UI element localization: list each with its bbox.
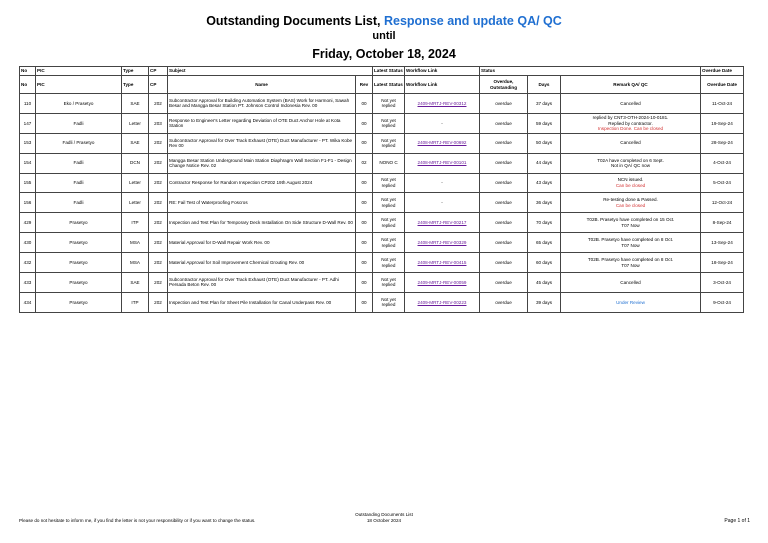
remark-line: Cancelled [620, 279, 641, 285]
cell-rev: 00 [356, 213, 373, 233]
header-cell: Latest Status [373, 67, 405, 76]
title-highlight: Response and update QA/ QC [383, 14, 562, 28]
remark-line: T07 Now [621, 242, 640, 248]
cell-days: 45 days [528, 273, 561, 293]
header-cell: Workflow Link [405, 76, 480, 94]
cell-type: DCN [122, 153, 149, 173]
cell-type: Letter [122, 193, 149, 213]
cell-status: Not yet replied [373, 193, 405, 213]
cell-overdue-date: 28-Sep-24 [701, 133, 744, 153]
cell-workflow-link [405, 193, 480, 213]
cell-pic: Fadli [36, 153, 122, 173]
workflow-link[interactable]: 2408-MRTJ-REV-00329 [417, 239, 467, 245]
cell-days: 65 days [528, 233, 561, 253]
cell-type: Letter [122, 173, 149, 193]
cell-status: NONO C [373, 153, 405, 173]
cell-no: 429 [20, 213, 36, 233]
cell-workflow-link [405, 133, 480, 153]
cell-rev: 00 [356, 113, 373, 133]
cell-overdue: overdue [480, 153, 528, 173]
footer-note: Please do not hesitate to inform me, if you find the letter is not your responsibility or if you want to change the status. [19, 518, 256, 523]
cell-overdue: overdue [480, 253, 528, 273]
workflow-link[interactable]: 2408-MRTJ-REV-00692 [417, 140, 467, 146]
cell-no: 153 [20, 133, 36, 153]
cell-workflow-link [405, 113, 480, 133]
cell-overdue-date: 9-Oct-24 [701, 292, 744, 312]
cell-overdue-date: 3-Oct-24 [701, 273, 744, 293]
header-cell: Type [122, 67, 149, 76]
workflow-link: - [441, 200, 443, 206]
header-cell: Remark QA/ QC [561, 76, 701, 94]
cell-overdue-date: 11-Oct-24 [701, 94, 744, 114]
cell-workflow-link [405, 292, 480, 312]
table-row [20, 233, 744, 253]
table-row [20, 113, 744, 133]
cell-no: 154 [20, 153, 36, 173]
cell-type: SAE [122, 273, 149, 293]
cell-no: 430 [20, 233, 36, 253]
cell-days: 43 days [528, 173, 561, 193]
cell-remark [561, 273, 701, 293]
cell-days: 59 days [528, 113, 561, 133]
cell-overdue-date: 4-Oct-24 [701, 153, 744, 173]
remark-line: Not in QA/ QC now [610, 163, 651, 169]
header-cell: CP [149, 76, 168, 94]
cell-rev: 02 [356, 153, 373, 173]
cell-cp: 202 [149, 193, 168, 213]
header-cell: PIC [36, 76, 122, 94]
header-cell: Type [122, 76, 149, 94]
cell-name: RE: Fail Test of Waterproofing Foscros [168, 193, 356, 213]
cell-pic: Fadli [36, 173, 122, 193]
header-cell: Overdue Date [701, 67, 744, 76]
cell-overdue: overdue [480, 292, 528, 312]
cell-workflow-link [405, 253, 480, 273]
cell-pic: Prasetyo [36, 273, 122, 293]
table-row [20, 94, 744, 114]
workflow-link[interactable]: 2408-MRTJ-REV-00217 [417, 219, 467, 225]
cell-cp: 202 [149, 292, 168, 312]
remark-line: NCN issued. [617, 177, 644, 183]
cell-remark [561, 173, 701, 193]
remark-closed-note: Can be closed [615, 202, 646, 208]
cell-overdue: overdue [480, 173, 528, 193]
header-cell: Subject [168, 67, 373, 76]
header-cell: CP [149, 67, 168, 76]
cell-name: Contractor Response for Random Inspection CP202 19th August 2024 [168, 173, 356, 193]
cell-rev: 00 [356, 233, 373, 253]
cell-rev: 00 [356, 253, 373, 273]
header-cell: PIC [36, 67, 122, 76]
cell-name: Inspection and Test Plan for Sheet Pile Installation for Canal Underpass Rev. 00 [168, 292, 356, 312]
cell-status: Not yet replied [373, 233, 405, 253]
cell-name: Mangga Besar Station Underground Main Station Diaphragm Wall Section F1-F1 - Design Change Notice Rev. 02 [168, 153, 356, 173]
cell-no: 432 [20, 253, 36, 273]
remark-closed-note: Inspection Done. Can be closed [597, 126, 664, 132]
cell-type: ITP [122, 213, 149, 233]
cell-no: 156 [20, 193, 36, 213]
cell-workflow-link [405, 94, 480, 114]
cell-overdue: overdue [480, 94, 528, 114]
cell-pic: Prasetyo [36, 213, 122, 233]
cell-days: 44 days [528, 153, 561, 173]
cell-pic: Fadli [36, 193, 122, 213]
cell-days: 39 days [528, 292, 561, 312]
cell-name: Inspection and Test Plan for Temporary Deck Installation On Side Structure D-Wall Rev. 00 [168, 213, 356, 233]
cell-days: 70 days [528, 213, 561, 233]
table-row [20, 173, 744, 193]
cell-remark [561, 292, 701, 312]
cell-remark [561, 133, 701, 153]
cell-rev: 00 [356, 292, 373, 312]
cell-status: Not yet replied [373, 133, 405, 153]
workflow-link: - [441, 120, 443, 126]
cell-status: Not yet replied [373, 94, 405, 114]
cell-type: SAE [122, 94, 149, 114]
cell-name: Material Approval for Soil Improvement Chemical Grouting Rev. 00 [168, 253, 356, 273]
document-title [0, 14, 768, 62]
documents-table [19, 66, 744, 313]
cell-remark [561, 113, 701, 133]
remark-line: Re-testing done & Passed. [603, 197, 658, 203]
remark-line: replied by CNT3-OTH-2024-10-0181. [592, 114, 669, 120]
header-cell: No [20, 76, 36, 94]
header-cell: No [20, 67, 36, 76]
cell-remark [561, 94, 701, 114]
cell-days: 36 days [528, 193, 561, 213]
cell-remark [561, 253, 701, 273]
header-row-2 [20, 76, 744, 94]
table-row [20, 193, 744, 213]
title-text: Outstanding Documents List, [206, 14, 384, 28]
workflow-link[interactable]: 2409-MRTJ-REV-00312 [417, 100, 467, 106]
cell-no: 434 [20, 292, 36, 312]
cell-overdue-date: 18-Sep-24 [701, 253, 744, 273]
cell-overdue: overdue [480, 113, 528, 133]
cell-workflow-link [405, 213, 480, 233]
cell-overdue: overdue [480, 213, 528, 233]
cell-overdue-date: 5-Oct-24 [701, 173, 744, 193]
cell-type: MSA [122, 253, 149, 273]
cell-workflow-link [405, 173, 480, 193]
workflow-link[interactable]: 2409-MRTJ-REV-00059 [417, 279, 467, 285]
remark-line: T07 Now [621, 222, 640, 228]
cell-name: Subcontractor Approval for Over Track Exhaust (OTE) Duct Manufacturer - PT. Wika Kobe Rev 00 [168, 133, 356, 153]
remark-line: T07 Now [621, 262, 640, 268]
cell-cp: 202 [149, 233, 168, 253]
remark-review-note: Under Review [616, 299, 645, 305]
cell-cp: 202 [149, 153, 168, 173]
remark-line: Cancelled [620, 140, 641, 146]
workflow-link: - [441, 180, 443, 186]
cell-no: 433 [20, 273, 36, 293]
cell-overdue: overdue [480, 273, 528, 293]
cell-cp: 202 [149, 253, 168, 273]
cell-pic: Fadli / Prasetyo [36, 133, 122, 153]
remark-line: T02B. Prasetyo have completed on 8 Oct. [587, 237, 674, 243]
cell-overdue: overdue [480, 133, 528, 153]
header-cell: Days [528, 76, 561, 94]
remark-line: T02B. Prasetyo have completed on 15 Oct. [586, 217, 675, 223]
table-row [20, 273, 744, 293]
footer-center-title: Outstanding Documents List [355, 512, 413, 517]
remark-line: T02B. Prasetyo have completed on 8 Oct. [587, 256, 674, 262]
header-cell: Workflow Link [405, 67, 480, 76]
table-row [20, 292, 744, 312]
cell-remark [561, 213, 701, 233]
cell-status: Not yet replied [373, 273, 405, 293]
header-cell: Latest Status [373, 76, 405, 94]
cell-status: Not yet replied [373, 113, 405, 133]
cell-rev: 00 [356, 133, 373, 153]
cell-name: Material Approval for D-Wall Repair Work Rev. 00 [168, 233, 356, 253]
cell-rev: 00 [356, 94, 373, 114]
table-row [20, 253, 744, 273]
cell-no: 147 [20, 113, 36, 133]
title-date: Friday, October 18, 2024 [312, 47, 456, 61]
title-line-1 [0, 14, 768, 29]
cell-cp: 202 [149, 133, 168, 153]
cell-name: Subcontractor Approval for Building Automation System (BAS) Work for Harmoni, Sawah Besar and Mangga Besar Station PT. Johnson Control Indonesia Rev. 00 [168, 94, 356, 114]
cell-cp: 202 [149, 94, 168, 114]
cell-remark [561, 153, 701, 173]
cell-no: 155 [20, 173, 36, 193]
cell-rev: 00 [356, 173, 373, 193]
cell-status: Not yet replied [373, 253, 405, 273]
cell-overdue: overdue [480, 233, 528, 253]
cell-overdue-date: 12-Oct-24 [701, 193, 744, 213]
header-cell: Overdue, Outstanding [480, 76, 528, 94]
cell-rev: 00 [356, 273, 373, 293]
remark-line: Cancelled [620, 100, 641, 106]
cell-status: Not yet replied [373, 173, 405, 193]
remark-line: Replied by contractor. [608, 120, 653, 126]
cell-remark [561, 233, 701, 253]
title-line-2: until [372, 30, 396, 42]
table-row [20, 133, 744, 153]
cell-workflow-link [405, 273, 480, 293]
cell-overdue: overdue [480, 193, 528, 213]
workflow-link[interactable]: 2408-MRTJ-REV-00415 [417, 259, 467, 265]
cell-workflow-link [405, 233, 480, 253]
cell-pic: Prasetyo [36, 292, 122, 312]
cell-overdue-date: 8-Sep-24 [701, 213, 744, 233]
cell-pic: Fadli [36, 113, 122, 133]
cell-type: MSA [122, 233, 149, 253]
footer-center [334, 512, 434, 524]
header-cell: Overdue Date [701, 76, 744, 94]
table-body [20, 94, 744, 313]
cell-no: 110 [20, 94, 36, 114]
cell-type: SAE [122, 133, 149, 153]
cell-workflow-link [405, 153, 480, 173]
cell-pic: Prasetyo [36, 253, 122, 273]
workflow-link[interactable]: 2409-MRTJ-REV-00223 [417, 299, 467, 305]
page-number: Page 1 of 1 [724, 518, 750, 524]
cell-status: Not yet replied [373, 213, 405, 233]
cell-days: 60 days [528, 253, 561, 273]
cell-cp: 202 [149, 173, 168, 193]
header-cell: Status [480, 67, 701, 76]
header-cell: Rev [356, 76, 373, 94]
remark-closed-note: Can be closed [615, 183, 646, 188]
cell-cp: 202 [149, 273, 168, 293]
cell-status: Not yet replied [373, 292, 405, 312]
cell-name: Subcontractor Approval for Over Track Exhaust (OTE) Duct Manufacturer - PT. Adhi Persada Beton Rev. 00 [168, 273, 356, 293]
header-row-1 [20, 67, 744, 76]
cell-pic: Eko / Prasetyo [36, 94, 122, 114]
footer-center-date: 18 October 2024 [366, 518, 402, 523]
cell-name: Response to Engineer's Letter regarding Deviation of OTE Duct Anchor Hole at Kota Station [168, 113, 356, 133]
table-row [20, 153, 744, 173]
cell-days: 50 days [528, 133, 561, 153]
cell-days: 37 days [528, 94, 561, 114]
workflow-link[interactable]: 2408-MRTJ-REV-00101 [417, 160, 467, 166]
table-row [20, 213, 744, 233]
cell-overdue-date: 19-Sep-24 [701, 113, 744, 133]
cell-cp: 202 [149, 213, 168, 233]
cell-overdue-date: 13-Sep-24 [701, 233, 744, 253]
cell-pic: Prasetyo [36, 233, 122, 253]
remark-line: T02A have completed on 6 Sept. [597, 157, 664, 163]
cell-type: ITP [122, 292, 149, 312]
cell-rev: 00 [356, 193, 373, 213]
cell-remark [561, 193, 701, 213]
header-cell: Name [168, 76, 356, 94]
cell-cp: 203 [149, 113, 168, 133]
cell-type: Letter [122, 113, 149, 133]
